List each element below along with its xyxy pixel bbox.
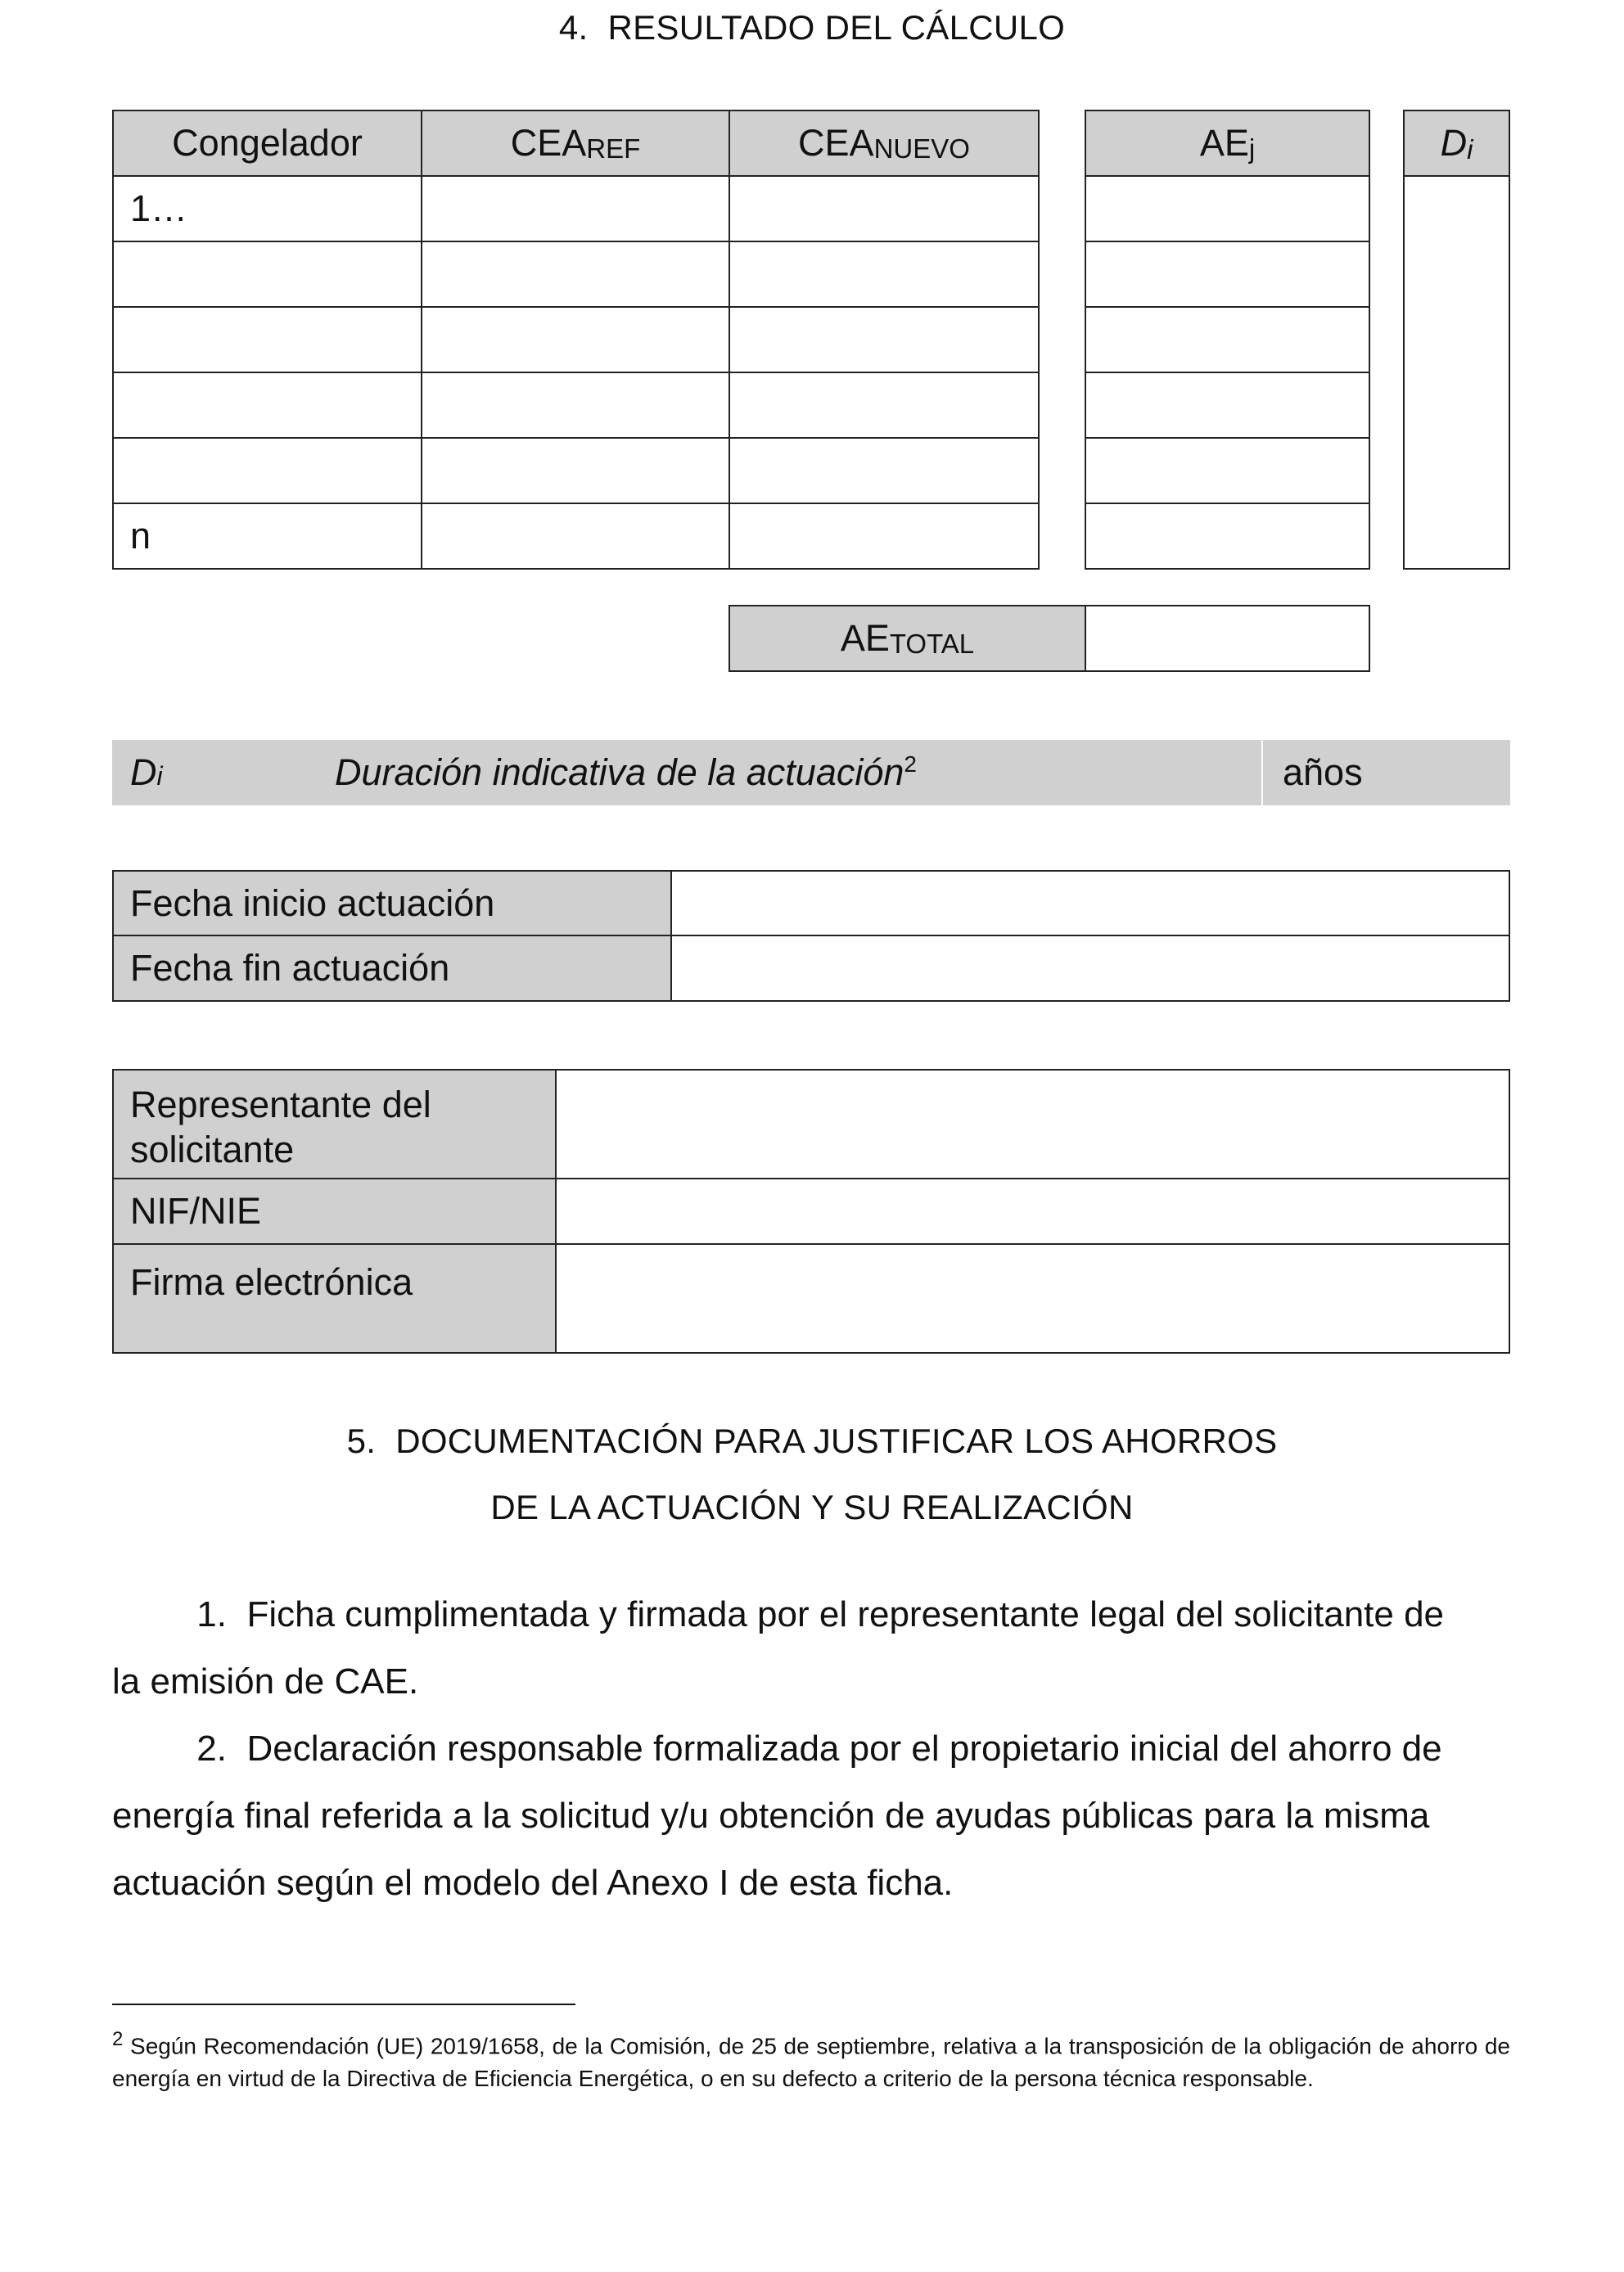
- table-row-5-cea-ref[interactable]: [421, 437, 730, 504]
- duration-divider: [1261, 740, 1263, 805]
- duration-symbol-main: D: [130, 751, 157, 793]
- fecha-inicio-label-cell: [112, 870, 672, 936]
- nif-label: NIF/NIE: [130, 1190, 262, 1232]
- doc-item-2-text-1: Declaración responsable formalizada por el propietario inicial del ahorro de: [246, 1729, 1442, 1769]
- table-row-n-ae[interactable]: [1085, 503, 1370, 570]
- header-cea-ref: [421, 110, 730, 177]
- table-row-1-cea-ref[interactable]: [421, 175, 730, 242]
- table-row-3-ae[interactable]: [1085, 306, 1370, 373]
- footnote-text: Según Recomendación (UE) 2019/1658, de la Comisión, de 25 de septiembre, relativa a la transposición de la obligación de ahorro de energía en virtud de la Directiva de Eficiencia Energética, o en su defecto a criterio de la persona técnica responsable.: [112, 2033, 1510, 2092]
- table-row-4-cea-nuevo[interactable]: [729, 372, 1040, 439]
- fecha-fin-label-cell: [112, 935, 672, 1002]
- fecha-fin-label: Fecha fin actuación: [130, 947, 450, 989]
- table-row-3-cea-nuevo[interactable]: [729, 306, 1040, 373]
- doc-item-2-number: 2.: [196, 1729, 227, 1769]
- firma-label-cell: [112, 1243, 557, 1354]
- duration-description-text: Duración indicativa de la actuación: [335, 751, 904, 793]
- representante-label-line-2: solicitante: [130, 1129, 295, 1170]
- ae-total-label-cell: [729, 605, 1086, 672]
- doc-item-1-text-2: la emisión de CAE.: [112, 1661, 419, 1702]
- doc-item-2-line-1: [112, 1715, 1510, 1783]
- header-ae-j: [1085, 110, 1370, 177]
- header-cea-ref-main: CEA: [510, 122, 587, 164]
- d-i-value-cell[interactable]: [1403, 175, 1510, 570]
- doc-item-1: [112, 1581, 1510, 1715]
- header-ae-sub: j: [1248, 133, 1256, 164]
- section-4-title: RESULTADO DEL CÁLCULO: [607, 8, 1066, 47]
- section-4-number: 4.: [558, 8, 589, 47]
- table-row-2-ae[interactable]: [1085, 241, 1370, 308]
- doc-item-2-text-2: energía final referida a la solicitud y/u obtención de ayudas públicas para la misma: [112, 1796, 1430, 1836]
- ae-total-sub: TOTAL: [889, 629, 975, 659]
- footnote-separator: [112, 2004, 575, 2005]
- table-row-5-congelador[interactable]: [112, 437, 422, 504]
- table-row-5-ae[interactable]: [1085, 437, 1370, 504]
- table-row-n-cea-ref[interactable]: [421, 503, 730, 570]
- header-d-i: [1403, 110, 1510, 177]
- representante-label-cell: [112, 1069, 557, 1179]
- table-row-3-cea-ref[interactable]: [421, 306, 730, 373]
- section-5-heading-line-2: [0, 1488, 1624, 1527]
- footnote: [112, 2023, 1510, 2095]
- section-5-number: 5.: [346, 1422, 377, 1460]
- ae-total-main: AE: [840, 617, 890, 659]
- table-row-n-cea-nuevo[interactable]: [729, 503, 1040, 570]
- doc-item-2: [112, 1715, 1510, 1917]
- header-cea-nuevo: [729, 110, 1040, 177]
- table-row-2-cea-nuevo[interactable]: [729, 241, 1040, 308]
- table-row-3-congelador[interactable]: [112, 306, 422, 373]
- table-row-5-cea-nuevo[interactable]: [729, 437, 1040, 504]
- table-row-4-congelador[interactable]: [112, 372, 422, 439]
- header-cea-nuevo-sub: NUEVO: [873, 133, 970, 164]
- ae-total-value-cell[interactable]: [1085, 605, 1370, 672]
- nif-field[interactable]: [555, 1178, 1510, 1245]
- header-congelador: [112, 110, 422, 177]
- header-ae-main: AE: [1199, 122, 1249, 164]
- table-row-1-ae[interactable]: [1085, 175, 1370, 242]
- table-row-2-congelador[interactable]: [112, 241, 422, 308]
- doc-item-1-text-1: Ficha cumplimentada y firmada por el representante legal del solicitante de: [246, 1594, 1445, 1634]
- fecha-inicio-field[interactable]: [670, 870, 1510, 936]
- representante-label-line-1: Representante del: [130, 1084, 431, 1125]
- table-row-2-cea-ref[interactable]: [421, 241, 730, 308]
- table-row-n-congelador[interactable]: [112, 503, 422, 570]
- table-row-4-ae[interactable]: [1085, 372, 1370, 439]
- header-cea-ref-sub: REF: [586, 133, 641, 164]
- duration-unit: años: [1283, 751, 1363, 793]
- section-5-title-line-1: DOCUMENTACIÓN PARA JUSTIFICAR LOS AHORROS: [395, 1422, 1278, 1460]
- row-n-label: n: [130, 515, 151, 557]
- table-row-1-congelador[interactable]: [112, 175, 422, 242]
- doc-item-1-number: 1.: [196, 1594, 227, 1634]
- header-d-main: D: [1440, 122, 1468, 164]
- row-1-label: 1…: [130, 187, 188, 229]
- fecha-fin-field[interactable]: [670, 935, 1510, 1002]
- section-4-heading: [0, 8, 1624, 47]
- duration-description: [335, 751, 917, 794]
- section-5-heading: [0, 1422, 1624, 1461]
- firma-label: Firma electrónica: [130, 1261, 413, 1303]
- table-row-1-cea-nuevo[interactable]: [729, 175, 1040, 242]
- fecha-inicio-label: Fecha inicio actuación: [130, 881, 495, 924]
- duration-symbol: [130, 751, 163, 794]
- header-d-sub: i: [1467, 134, 1473, 165]
- header-cea-nuevo-main: CEA: [798, 122, 874, 164]
- table-row-4-cea-ref[interactable]: [421, 372, 730, 439]
- duration-footnote-ref: 2: [904, 751, 917, 777]
- doc-item-1-line-1: [112, 1581, 1510, 1648]
- doc-item-2-text-3: actuación según el modelo del Anexo I de esta ficha.: [112, 1863, 954, 1903]
- representante-field[interactable]: [555, 1069, 1510, 1179]
- representante-label: [130, 1082, 431, 1172]
- duration-symbol-sub: i: [156, 761, 163, 791]
- duration-row: [112, 740, 1510, 805]
- section-5-title-line-2: DE LA ACTUACIÓN Y SU REALIZACIÓN: [490, 1488, 1134, 1526]
- header-congelador-label: Congelador: [172, 122, 363, 164]
- firma-field[interactable]: [555, 1243, 1510, 1354]
- nif-label-cell: [112, 1178, 557, 1245]
- footnote-number: 2: [112, 2028, 124, 2050]
